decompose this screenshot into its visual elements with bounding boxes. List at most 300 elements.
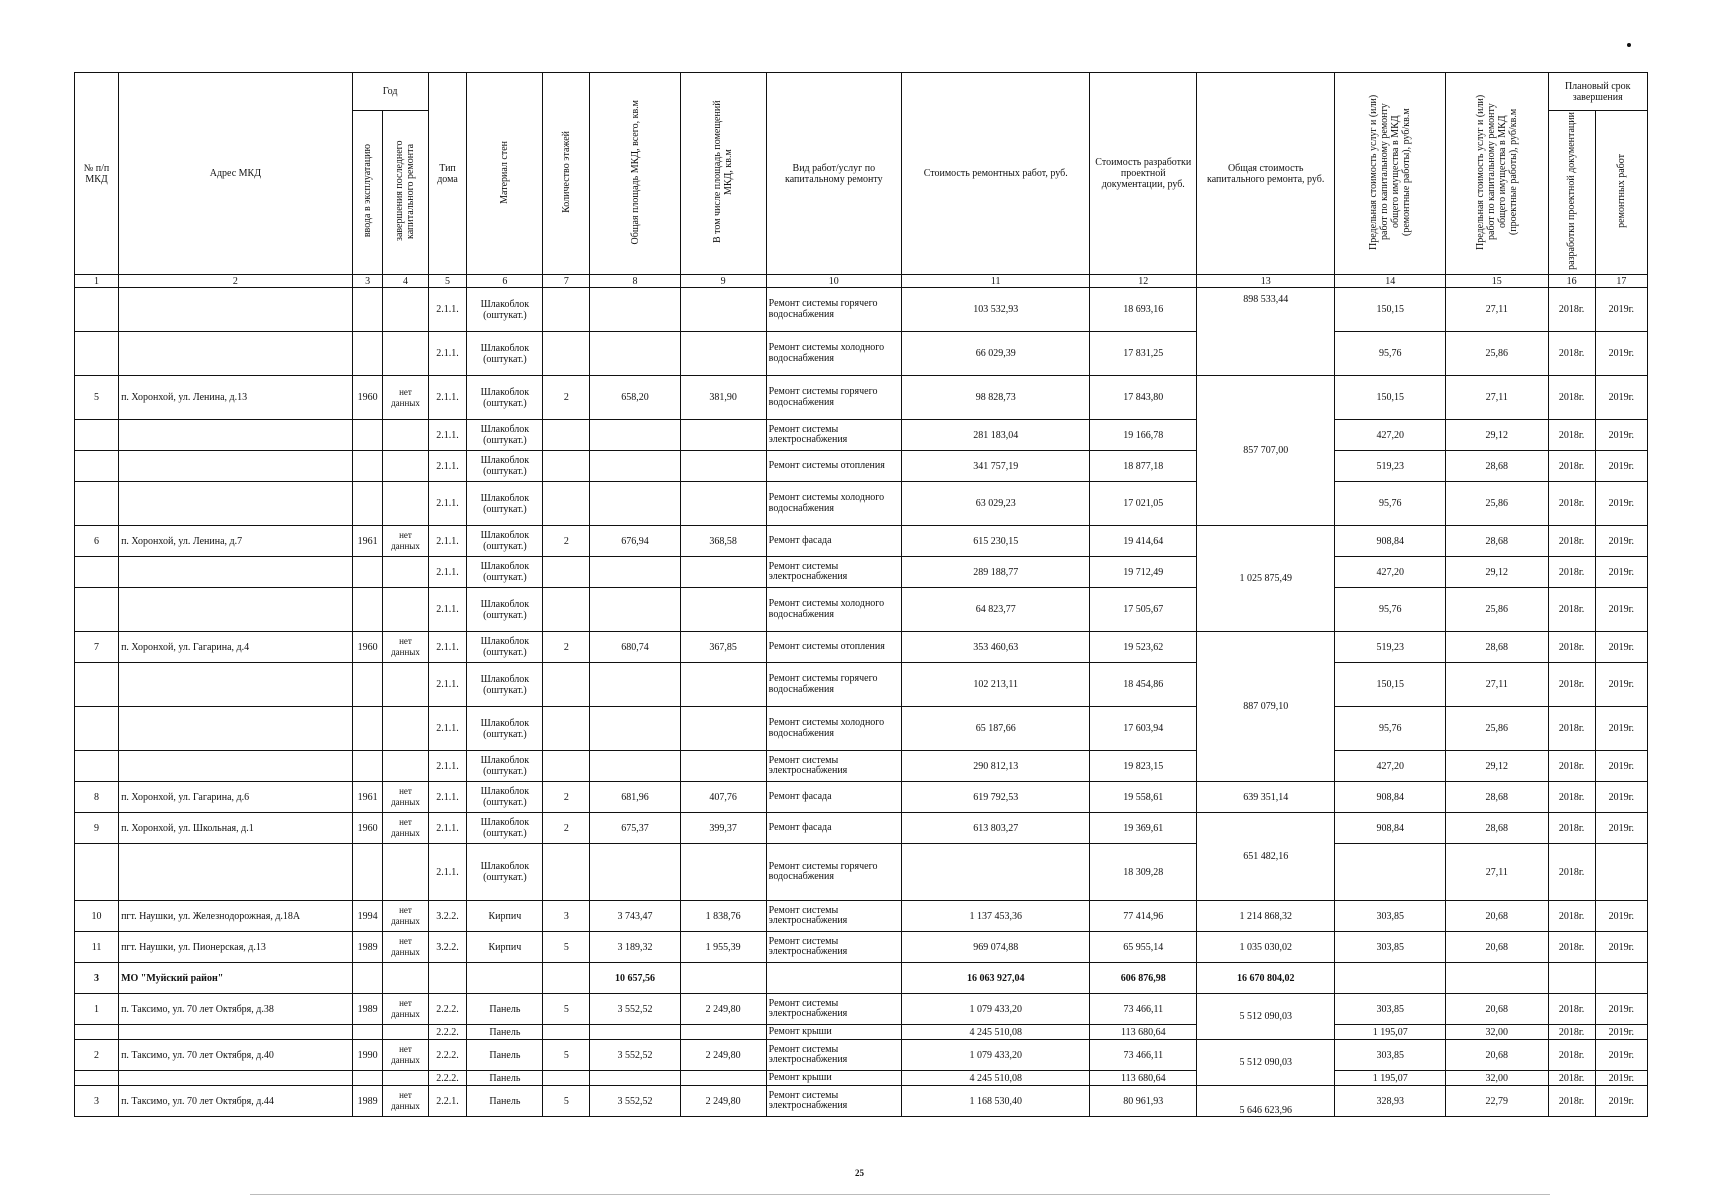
row-year-commission xyxy=(352,663,383,707)
row-floors xyxy=(543,482,590,526)
row-house-type: 2.1.1. xyxy=(428,707,467,751)
row-deadline-design: 2018г. xyxy=(1548,557,1595,588)
row-deadline-repair: 2019г. xyxy=(1595,1040,1647,1071)
row-limit-design: 27,11 xyxy=(1446,288,1548,332)
row-work-type: Ремонт фасада xyxy=(766,782,901,813)
row-house-type: 3.2.2. xyxy=(428,901,467,932)
row-walls: Шлакоблок (оштукат.) xyxy=(467,420,543,451)
row-cost-repair: 66 029,39 xyxy=(901,332,1090,376)
row-area-total xyxy=(590,751,680,782)
row-year-commission xyxy=(352,332,383,376)
row-cost-design: 73 466,11 xyxy=(1090,1040,1197,1071)
row-floors: 2 xyxy=(543,632,590,663)
row-deadline-design: 2018г. xyxy=(1548,932,1595,963)
header-cost-design: Стоимость разработки проектной документации, руб. xyxy=(1090,73,1197,275)
row-work-type: Ремонт системы холодного водоснабжения xyxy=(766,588,901,632)
row-floors: 2 xyxy=(543,782,590,813)
row-floors: 5 xyxy=(543,1086,590,1117)
header-year-lastrepair: завершения последнего капитального ремонта xyxy=(383,111,428,275)
row-walls: Шлакоблок (оштукат.) xyxy=(467,751,543,782)
row-cost-repair: 63 029,23 xyxy=(901,482,1090,526)
header-walls: Материал стен xyxy=(467,73,543,275)
row-year-lastrepair xyxy=(383,844,428,901)
header-cost-total: Общая стоимость капитального ремонта, руб. xyxy=(1197,73,1335,275)
row-area-premises xyxy=(680,751,766,782)
row-area-total xyxy=(590,663,680,707)
row-cost-design: 73 466,11 xyxy=(1090,994,1197,1025)
row-floors: 5 xyxy=(543,932,590,963)
row-house-type: 2.2.2. xyxy=(428,1025,467,1040)
row-walls: Шлакоблок (оштукат.) xyxy=(467,376,543,420)
row-deadline-repair: 2019г. xyxy=(1595,482,1647,526)
row-deadline-repair xyxy=(1595,844,1647,901)
row-cost-design: 65 955,14 xyxy=(1090,932,1197,963)
row-limit-repair: 908,84 xyxy=(1335,526,1446,557)
row-deadline-repair: 2019г. xyxy=(1595,901,1647,932)
row-house-type: 2.2.2. xyxy=(428,1071,467,1086)
table-row xyxy=(75,932,1648,963)
row-year-commission: 1961 xyxy=(352,526,383,557)
table-row xyxy=(75,451,1648,482)
column-number-cell: 5 xyxy=(428,275,467,288)
row-deadline-repair: 2019г. xyxy=(1595,813,1647,844)
row-walls: Шлакоблок (оштукат.) xyxy=(467,663,543,707)
row-number xyxy=(75,663,119,707)
row-area-premises xyxy=(680,420,766,451)
row-work-type: Ремонт системы электроснабжения xyxy=(766,994,901,1025)
row-number: 3 xyxy=(75,963,119,994)
row-number xyxy=(75,288,119,332)
row-area-total xyxy=(590,1025,680,1040)
row-deadline-repair: 2019г. xyxy=(1595,1086,1647,1117)
row-number xyxy=(75,482,119,526)
row-work-type: Ремонт системы электроснабжения xyxy=(766,751,901,782)
row-deadline-design: 2018г. xyxy=(1548,994,1595,1025)
row-cost-design: 18 693,16 xyxy=(1090,288,1197,332)
row-floors xyxy=(543,1025,590,1040)
row-limit-design xyxy=(1446,963,1548,994)
row-cost-repair: 619 792,53 xyxy=(901,782,1090,813)
column-number-cell: 15 xyxy=(1446,275,1548,288)
row-year-commission xyxy=(352,963,383,994)
row-cost-design: 18 309,28 xyxy=(1090,844,1197,901)
row-number xyxy=(75,1025,119,1040)
column-number-cell: 12 xyxy=(1090,275,1197,288)
header-floors: Количество этажей xyxy=(543,73,590,275)
row-limit-repair: 95,76 xyxy=(1335,588,1446,632)
row-address: п. Таксимо, ул. 70 лет Октября, д.38 xyxy=(119,994,353,1025)
row-limit-design: 29,12 xyxy=(1446,557,1548,588)
row-walls: Шлакоблок (оштукат.) xyxy=(467,782,543,813)
row-area-premises xyxy=(680,288,766,332)
row-number: 8 xyxy=(75,782,119,813)
row-deadline-design: 2018г. xyxy=(1548,420,1595,451)
row-deadline-repair: 2019г. xyxy=(1595,526,1647,557)
row-address: пгт. Наушки, ул. Железнодорожная, д.18А xyxy=(119,901,353,932)
row-limit-repair: 95,76 xyxy=(1335,707,1446,751)
row-area-total: 3 552,52 xyxy=(590,994,680,1025)
row-floors xyxy=(543,588,590,632)
row-year-lastrepair: нет данных xyxy=(383,1040,428,1071)
row-cost-repair: 4 245 510,08 xyxy=(901,1025,1090,1040)
row-house-type: 2.1.1. xyxy=(428,782,467,813)
row-number xyxy=(75,588,119,632)
row-cost-design: 606 876,98 xyxy=(1090,963,1197,994)
row-year-lastrepair xyxy=(383,451,428,482)
row-floors: 2 xyxy=(543,526,590,557)
row-number: 2 xyxy=(75,1040,119,1071)
header-house-type: Тип дома xyxy=(428,73,467,275)
row-year-commission xyxy=(352,707,383,751)
row-cost-total: 898 533,44 xyxy=(1197,288,1335,376)
row-limit-repair xyxy=(1335,963,1446,994)
row-area-premises: 407,76 xyxy=(680,782,766,813)
row-area-total: 680,74 xyxy=(590,632,680,663)
row-floors xyxy=(543,751,590,782)
row-house-type: 2.1.1. xyxy=(428,420,467,451)
row-limit-repair: 303,85 xyxy=(1335,932,1446,963)
row-address: п. Хоронхой, ул. Школьная, д.1 xyxy=(119,813,353,844)
row-walls: Панель xyxy=(467,1071,543,1086)
row-floors: 2 xyxy=(543,813,590,844)
row-address xyxy=(119,420,353,451)
row-deadline-design: 2018г. xyxy=(1548,663,1595,707)
row-floors xyxy=(543,663,590,707)
row-limit-repair: 303,85 xyxy=(1335,901,1446,932)
row-work-type: Ремонт фасада xyxy=(766,813,901,844)
row-area-total xyxy=(590,288,680,332)
row-limit-design: 29,12 xyxy=(1446,420,1548,451)
scan-dot xyxy=(1627,43,1631,47)
row-limit-design: 32,00 xyxy=(1446,1071,1548,1086)
row-cost-total: 5 512 090,03 xyxy=(1197,1040,1335,1086)
row-number xyxy=(75,557,119,588)
row-walls: Шлакоблок (оштукат.) xyxy=(467,844,543,901)
row-deadline-repair: 2019г. xyxy=(1595,288,1647,332)
table-row xyxy=(75,963,1648,994)
row-year-lastrepair: нет данных xyxy=(383,932,428,963)
row-limit-repair: 1 195,07 xyxy=(1335,1071,1446,1086)
row-house-type: 2.1.1. xyxy=(428,751,467,782)
row-year-lastrepair xyxy=(383,482,428,526)
row-work-type: Ремонт крыши xyxy=(766,1071,901,1086)
row-deadline-design: 2018г. xyxy=(1548,707,1595,751)
row-number: 3 xyxy=(75,1086,119,1117)
row-address xyxy=(119,451,353,482)
row-cost-design: 77 414,96 xyxy=(1090,901,1197,932)
row-cost-repair: 353 460,63 xyxy=(901,632,1090,663)
row-cost-design: 19 823,15 xyxy=(1090,751,1197,782)
row-area-premises: 1 955,39 xyxy=(680,932,766,963)
row-walls: Шлакоблок (оштукат.) xyxy=(467,332,543,376)
row-area-total: 3 743,47 xyxy=(590,901,680,932)
header-area-premises: В том числе площадь помещений МКД, кв.м xyxy=(680,73,766,275)
row-limit-repair: 150,15 xyxy=(1335,376,1446,420)
row-deadline-repair: 2019г. xyxy=(1595,782,1647,813)
row-limit-repair: 908,84 xyxy=(1335,813,1446,844)
row-year-commission: 1960 xyxy=(352,813,383,844)
row-address xyxy=(119,707,353,751)
row-floors: 5 xyxy=(543,994,590,1025)
row-deadline-repair: 2019г. xyxy=(1595,1071,1647,1086)
row-deadline-repair: 2019г. xyxy=(1595,420,1647,451)
row-year-commission xyxy=(352,482,383,526)
row-area-total xyxy=(590,557,680,588)
row-year-lastrepair xyxy=(383,663,428,707)
row-year-commission: 1989 xyxy=(352,994,383,1025)
row-address: п. Хоронхой, ул. Гагарина, д.4 xyxy=(119,632,353,663)
capital-repair-table xyxy=(74,72,1648,1117)
row-walls: Кирпич xyxy=(467,901,543,932)
row-year-lastrepair: нет данных xyxy=(383,813,428,844)
page-number: 25 xyxy=(855,1168,864,1178)
row-deadline-design: 2018г. xyxy=(1548,751,1595,782)
column-number-cell: 7 xyxy=(543,275,590,288)
row-house-type: 2.1.1. xyxy=(428,663,467,707)
row-cost-total: 639 351,14 xyxy=(1197,782,1335,813)
column-number-cell: 10 xyxy=(766,275,901,288)
row-area-total xyxy=(590,332,680,376)
row-limit-repair: 519,23 xyxy=(1335,632,1446,663)
row-cost-design: 19 712,49 xyxy=(1090,557,1197,588)
row-limit-design: 28,68 xyxy=(1446,451,1548,482)
row-area-total: 3 552,52 xyxy=(590,1086,680,1117)
column-number-cell: 14 xyxy=(1335,275,1446,288)
table-row xyxy=(75,994,1648,1025)
row-walls xyxy=(467,963,543,994)
row-deadline-design: 2018г. xyxy=(1548,813,1595,844)
row-area-total xyxy=(590,420,680,451)
row-cost-repair: 1 079 433,20 xyxy=(901,994,1090,1025)
row-limit-repair: 95,76 xyxy=(1335,332,1446,376)
row-area-premises xyxy=(680,844,766,901)
row-year-lastrepair xyxy=(383,332,428,376)
row-area-total: 681,96 xyxy=(590,782,680,813)
row-year-commission xyxy=(352,288,383,332)
row-limit-design: 27,11 xyxy=(1446,376,1548,420)
header-area-total: Общая площадь МКД, всего, кв.м xyxy=(590,73,680,275)
row-deadline-repair: 2019г. xyxy=(1595,932,1647,963)
row-deadline-design: 2018г. xyxy=(1548,1025,1595,1040)
row-area-premises xyxy=(680,963,766,994)
row-floors xyxy=(543,707,590,751)
row-deadline-design: 2018г. xyxy=(1548,526,1595,557)
row-limit-design: 25,86 xyxy=(1446,588,1548,632)
row-cost-repair: 289 188,77 xyxy=(901,557,1090,588)
row-cost-design: 113 680,64 xyxy=(1090,1025,1197,1040)
row-address xyxy=(119,844,353,901)
row-cost-total: 651 482,16 xyxy=(1197,813,1335,901)
row-limit-design: 27,11 xyxy=(1446,663,1548,707)
row-floors xyxy=(543,332,590,376)
row-number: 10 xyxy=(75,901,119,932)
row-area-premises: 399,37 xyxy=(680,813,766,844)
row-cost-design: 19 369,61 xyxy=(1090,813,1197,844)
row-deadline-design: 2018г. xyxy=(1548,1071,1595,1086)
table-row xyxy=(75,707,1648,751)
row-number xyxy=(75,420,119,451)
row-work-type: Ремонт системы отопления xyxy=(766,451,901,482)
row-area-premises: 381,90 xyxy=(680,376,766,420)
row-deadline-repair: 2019г. xyxy=(1595,451,1647,482)
row-area-total xyxy=(590,1071,680,1086)
table-row xyxy=(75,663,1648,707)
row-walls: Шлакоблок (оштукат.) xyxy=(467,557,543,588)
row-work-type: Ремонт крыши xyxy=(766,1025,901,1040)
row-address xyxy=(119,1025,353,1040)
row-area-premises xyxy=(680,1025,766,1040)
row-area-total xyxy=(590,451,680,482)
row-limit-design: 28,68 xyxy=(1446,632,1548,663)
row-limit-repair: 303,85 xyxy=(1335,1040,1446,1071)
row-cost-repair: 969 074,88 xyxy=(901,932,1090,963)
row-area-premises xyxy=(680,707,766,751)
table-row xyxy=(75,751,1648,782)
row-cost-design: 17 603,94 xyxy=(1090,707,1197,751)
row-cost-design: 19 166,78 xyxy=(1090,420,1197,451)
row-year-commission xyxy=(352,451,383,482)
row-area-total xyxy=(590,707,680,751)
column-number-cell: 17 xyxy=(1595,275,1647,288)
row-walls: Шлакоблок (оштукат.) xyxy=(467,451,543,482)
row-area-premises xyxy=(680,332,766,376)
row-year-commission: 1961 xyxy=(352,782,383,813)
row-area-total: 10 657,56 xyxy=(590,963,680,994)
column-number-cell: 11 xyxy=(901,275,1090,288)
row-deadline-repair: 2019г. xyxy=(1595,332,1647,376)
header-cost-repair: Стоимость ремонтных работ, руб. xyxy=(901,73,1090,275)
row-house-type: 2.1.1. xyxy=(428,288,467,332)
row-walls: Шлакоблок (оштукат.) xyxy=(467,632,543,663)
row-work-type: Ремонт системы горячего водоснабжения xyxy=(766,844,901,901)
row-deadline-repair: 2019г. xyxy=(1595,632,1647,663)
row-area-premises: 2 249,80 xyxy=(680,1086,766,1117)
row-cost-repair: 1 079 433,20 xyxy=(901,1040,1090,1071)
row-year-commission: 1960 xyxy=(352,632,383,663)
row-house-type: 2.1.1. xyxy=(428,588,467,632)
row-area-premises xyxy=(680,1071,766,1086)
row-limit-design: 25,86 xyxy=(1446,707,1548,751)
row-limit-repair: 150,15 xyxy=(1335,288,1446,332)
row-year-commission xyxy=(352,420,383,451)
row-deadline-design: 2018г. xyxy=(1548,632,1595,663)
row-year-lastrepair: нет данных xyxy=(383,1086,428,1117)
row-address: пгт. Наушки, ул. Пионерская, д.13 xyxy=(119,932,353,963)
row-house-type: 2.2.2. xyxy=(428,1040,467,1071)
header-year-commission: ввода в эксплуатацию xyxy=(352,111,383,275)
row-work-type xyxy=(766,963,901,994)
row-area-total xyxy=(590,482,680,526)
row-year-lastrepair xyxy=(383,707,428,751)
row-number: 7 xyxy=(75,632,119,663)
header-address: Адрес МКД xyxy=(119,73,353,275)
row-limit-repair: 427,20 xyxy=(1335,557,1446,588)
row-limit-design: 28,68 xyxy=(1446,782,1548,813)
row-address xyxy=(119,482,353,526)
table-row xyxy=(75,1025,1648,1040)
row-deadline-repair: 2019г. xyxy=(1595,994,1647,1025)
row-work-type: Ремонт системы электроснабжения xyxy=(766,1086,901,1117)
row-cost-design: 19 558,61 xyxy=(1090,782,1197,813)
row-area-total: 3 552,52 xyxy=(590,1040,680,1071)
row-cost-total: 1 035 030,02 xyxy=(1197,932,1335,963)
row-cost-design: 19 414,64 xyxy=(1090,526,1197,557)
row-area-premises: 368,58 xyxy=(680,526,766,557)
row-work-type: Ремонт системы горячего водоснабжения xyxy=(766,288,901,332)
row-work-type: Ремонт системы холодного водоснабжения xyxy=(766,332,901,376)
row-deadline-design: 2018г. xyxy=(1548,376,1595,420)
row-limit-repair: 1 195,07 xyxy=(1335,1025,1446,1040)
row-floors xyxy=(543,420,590,451)
row-deadline-design: 2018г. xyxy=(1548,844,1595,901)
row-cost-design: 18 454,86 xyxy=(1090,663,1197,707)
row-limit-design: 28,68 xyxy=(1446,813,1548,844)
row-year-lastrepair: нет данных xyxy=(383,782,428,813)
row-limit-repair: 150,15 xyxy=(1335,663,1446,707)
row-limit-design: 22,79 xyxy=(1446,1086,1548,1117)
row-walls: Шлакоблок (оштукат.) xyxy=(467,588,543,632)
row-limit-repair: 95,76 xyxy=(1335,482,1446,526)
table-row xyxy=(75,782,1648,813)
row-area-total: 676,94 xyxy=(590,526,680,557)
table-row xyxy=(75,901,1648,932)
row-cost-total: 16 670 804,02 xyxy=(1197,963,1335,994)
row-area-total: 3 189,32 xyxy=(590,932,680,963)
row-house-type: 3.2.2. xyxy=(428,932,467,963)
row-house-type: 2.2.1. xyxy=(428,1086,467,1117)
row-year-commission: 1989 xyxy=(352,1086,383,1117)
row-area-premises xyxy=(680,451,766,482)
row-work-type: Ремонт системы холодного водоснабжения xyxy=(766,482,901,526)
row-cost-repair: 281 183,04 xyxy=(901,420,1090,451)
table-row xyxy=(75,1071,1648,1086)
row-area-total xyxy=(590,844,680,901)
row-cost-design: 18 877,18 xyxy=(1090,451,1197,482)
row-address xyxy=(119,751,353,782)
row-deadline-repair: 2019г. xyxy=(1595,707,1647,751)
row-year-commission: 1960 xyxy=(352,376,383,420)
row-work-type: Ремонт системы электроснабжения xyxy=(766,901,901,932)
row-area-premises xyxy=(680,663,766,707)
row-year-lastrepair xyxy=(383,1025,428,1040)
row-floors xyxy=(543,288,590,332)
row-number xyxy=(75,751,119,782)
row-deadline-design: 2018г. xyxy=(1548,288,1595,332)
row-cost-repair: 341 757,19 xyxy=(901,451,1090,482)
row-number: 5 xyxy=(75,376,119,420)
row-deadline-design: 2018г. xyxy=(1548,332,1595,376)
row-deadline-design: 2018г. xyxy=(1548,1086,1595,1117)
table-row xyxy=(75,1086,1648,1117)
row-cost-design: 17 831,25 xyxy=(1090,332,1197,376)
row-year-commission xyxy=(352,1071,383,1086)
row-year-lastrepair: нет данных xyxy=(383,901,428,932)
row-house-type: 2.1.1. xyxy=(428,632,467,663)
row-deadline-repair: 2019г. xyxy=(1595,1025,1647,1040)
row-year-lastrepair xyxy=(383,1071,428,1086)
row-work-type: Ремонт системы горячего водоснабжения xyxy=(766,376,901,420)
row-deadline-design: 2018г. xyxy=(1548,482,1595,526)
row-house-type: 2.1.1. xyxy=(428,557,467,588)
row-house-type: 2.1.1. xyxy=(428,813,467,844)
row-cost-total: 857 707,00 xyxy=(1197,376,1335,526)
row-cost-repair: 615 230,15 xyxy=(901,526,1090,557)
row-deadline-repair: 2019г. xyxy=(1595,663,1647,707)
row-year-commission xyxy=(352,557,383,588)
row-limit-design: 20,68 xyxy=(1446,1040,1548,1071)
row-cost-repair xyxy=(901,844,1090,901)
row-number xyxy=(75,332,119,376)
